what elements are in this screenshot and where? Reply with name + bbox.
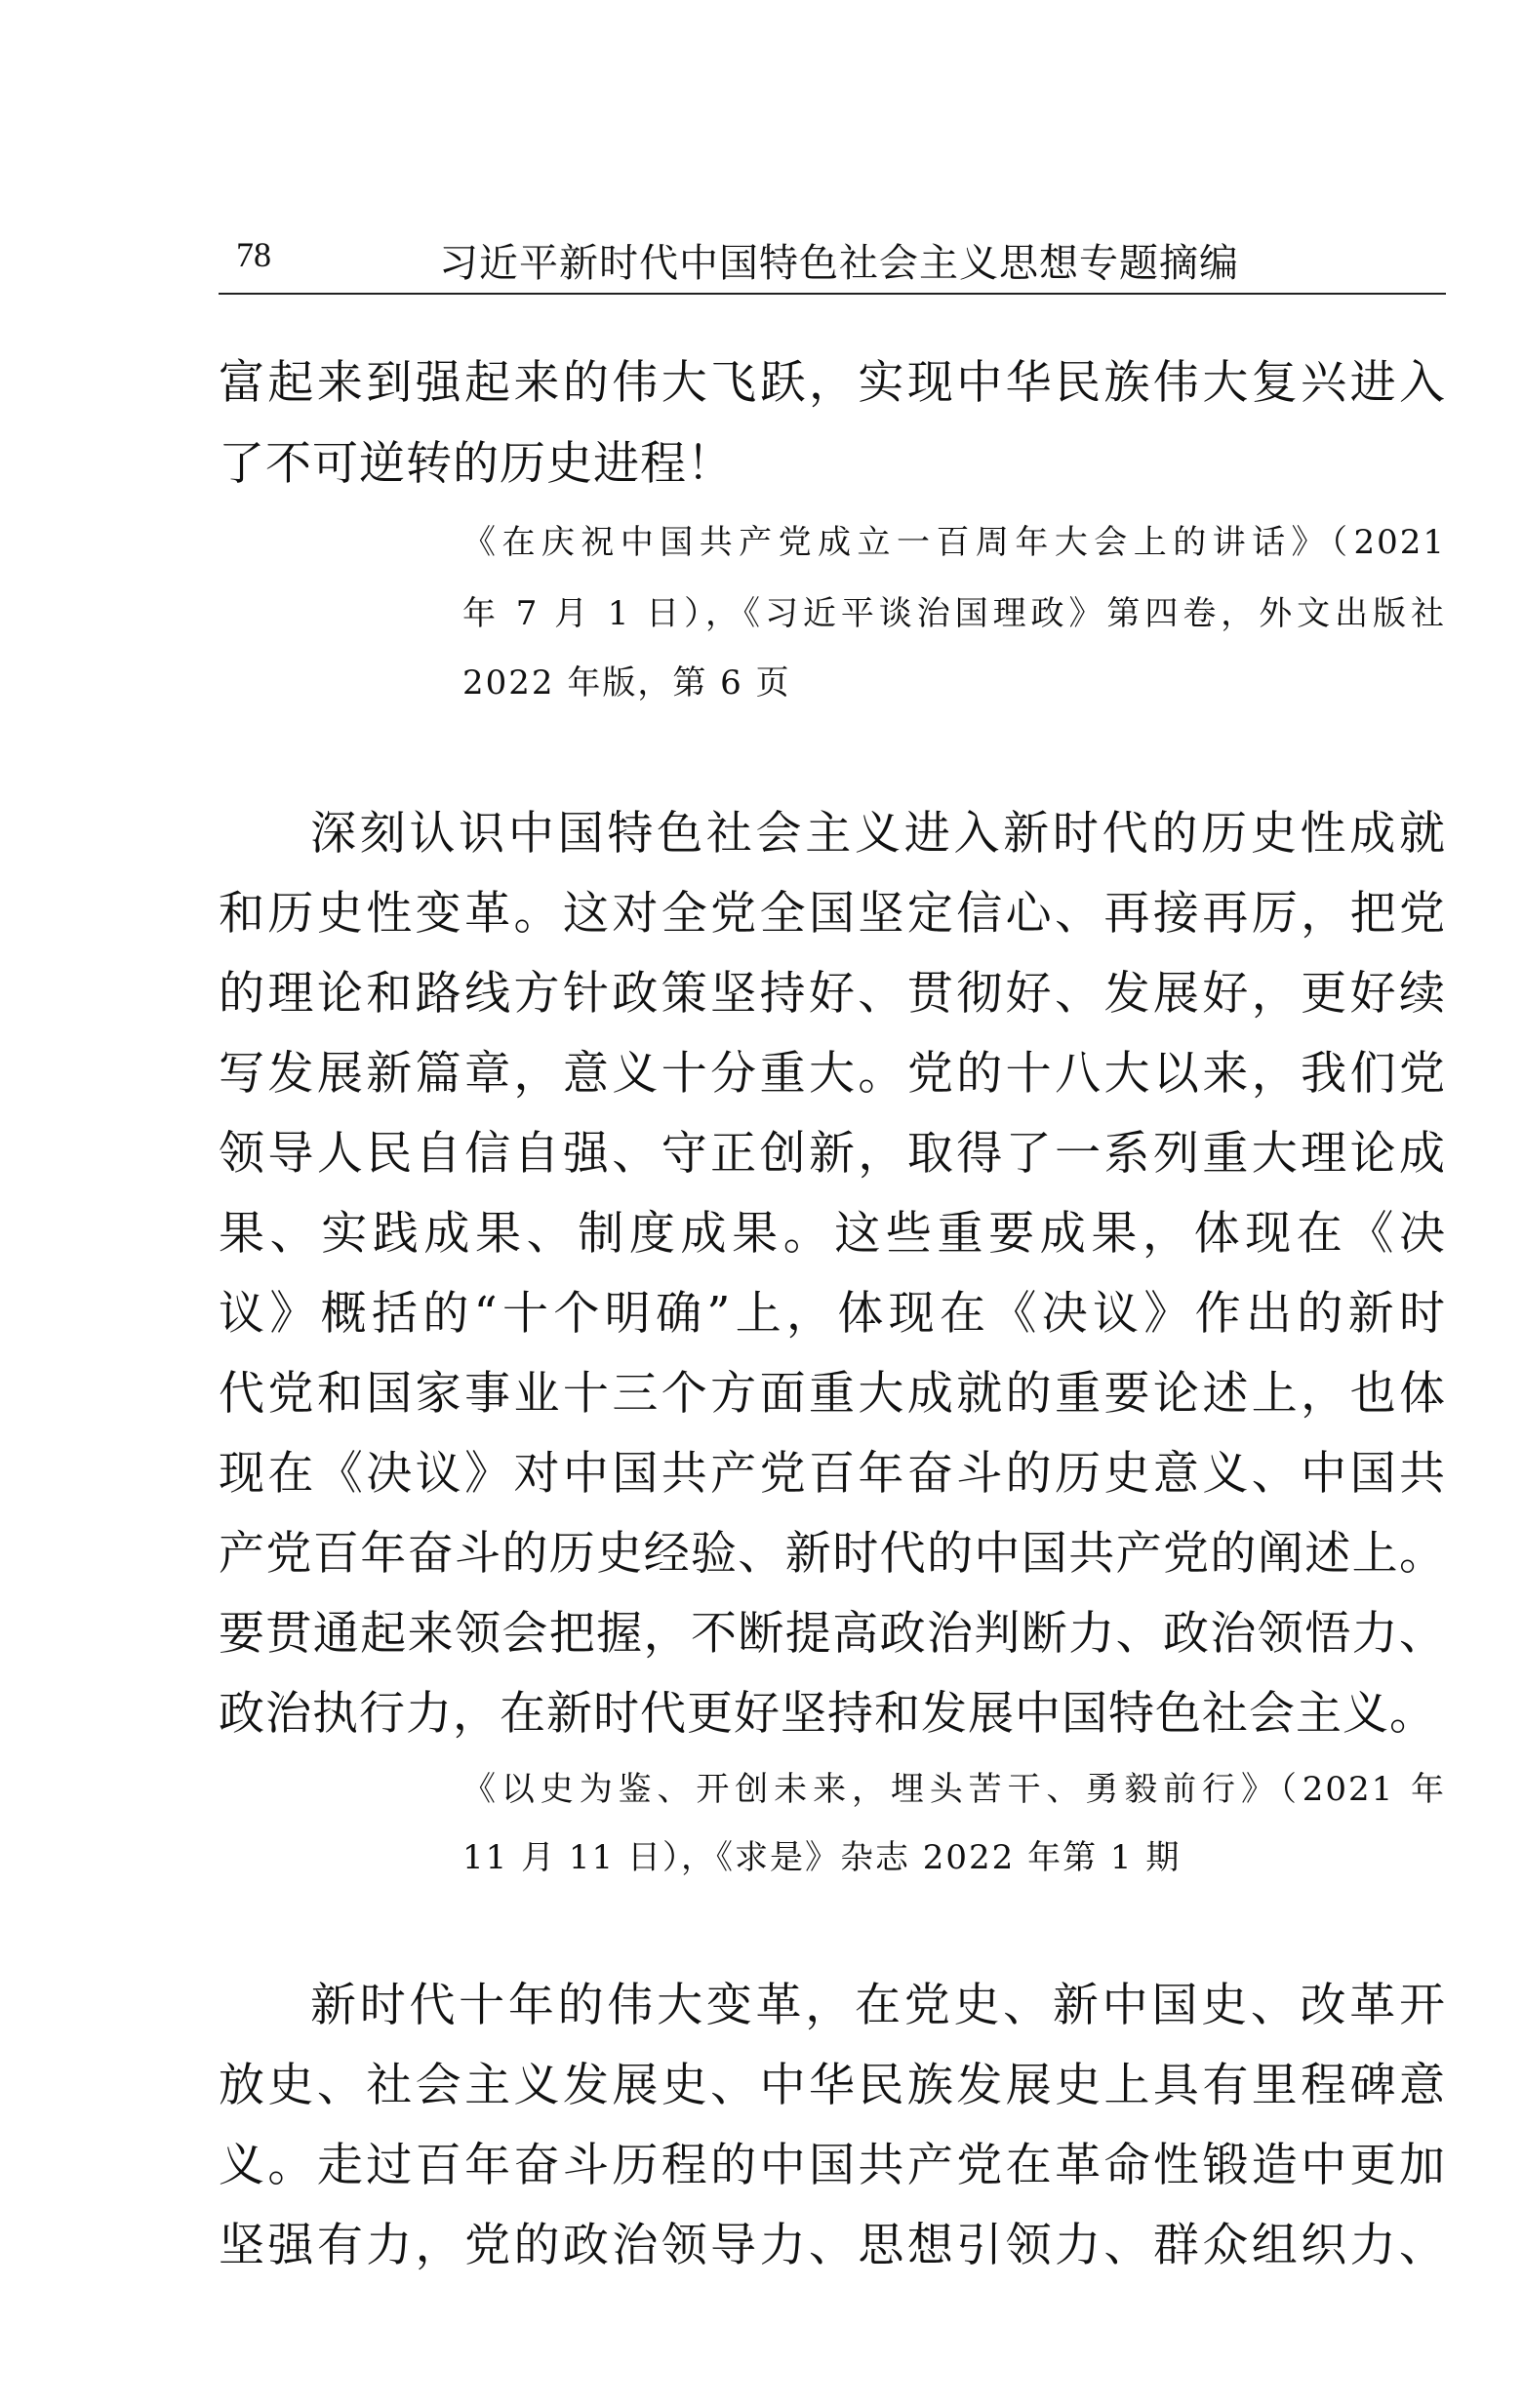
paragraph-2-line-9: 现在《决议》对中国共产党百年奋斗的历史意义、中国共 [219,1447,1446,1501]
paragraph-2-line-3: 的理论和路线方针政策坚持好、贯彻好、发展好，更好续 [219,967,1446,1021]
page-number: 78 [236,235,271,274]
page-header [219,230,1446,295]
paragraph-2-line-5: 领导人民自信自强、守正创新，取得了一系列重大理论成 [219,1127,1446,1181]
paragraph-3-line-1: 新时代十年的伟大变革，在党史、新中国史、改革开 [310,1979,1446,2032]
paragraph-2-line-7: 议》概括的“十个明确”上，体现在《决议》作出的新时 [219,1287,1446,1341]
paragraph-2-line-8: 代党和国家事业十三个方面重大成就的重要论述上，也体 [219,1367,1446,1421]
citation-1-line-2: 年 7 月 1 日），《习近平谈治国理政》第四卷，外文出版社 [462,594,1446,633]
paragraph-2-line-11: 要贯通起来领会把握，不断提高政治判断力、政治领悟力、 [219,1607,1446,1661]
paragraph-2-line-6: 果、实践成果、制度成果。这些重要成果，体现在《决 [219,1207,1446,1261]
paragraph-2-line-2: 和历史性变革。这对全党全国坚定信心、再接再厉，把党 [219,887,1446,941]
citation-1-line-3: 2022 年版，第 6 页 [462,663,791,702]
running-title: 习近平新时代中国特色社会主义思想专题摘编 [439,241,1239,286]
paragraph-2-line-1: 深刻认识中国特色社会主义进入新时代的历史性成就 [310,807,1446,861]
paragraph-2-line-4: 写发展新篇章，意义十分重大。党的十八大以来，我们党 [219,1047,1446,1101]
paragraph-2-line-10: 产党百年奋斗的历史经验、新时代的中国共产党的阐述上。 [219,1527,1446,1581]
paragraph-3-line-4: 坚强有力，党的政治领导力、思想引领力、群众组织力、 [219,2219,1446,2272]
paragraph-3-line-2: 放史、社会主义发展史、中华民族发展史上具有里程碑意 [219,2059,1446,2112]
citation-1-line-1: 《在庆祝中国共产党成立一百周年大会上的讲话》（2021 [462,523,1446,562]
paragraph-2-line-12: 政治执行力，在新时代更好坚持和发展中国特色社会主义。 [219,1687,1436,1741]
paragraph-1-line-1: 富起来到强起来的伟大飞跃，实现中华民族伟大复兴进入 [219,356,1446,410]
paragraph-1-line-2: 了不可逆转的历史进程！ [219,437,734,491]
citation-2-line-1: 《以史为鉴、开创未来，埋头苦干、勇毅前行》（2021 年 [462,1770,1446,1809]
citation-2-line-2: 11 月 11 日），《求是》杂志 2022 年第 1 期 [462,1838,1182,1877]
paragraph-3-line-3: 义。走过百年奋斗历程的中国共产党在革命性锻造中更加 [219,2139,1446,2192]
